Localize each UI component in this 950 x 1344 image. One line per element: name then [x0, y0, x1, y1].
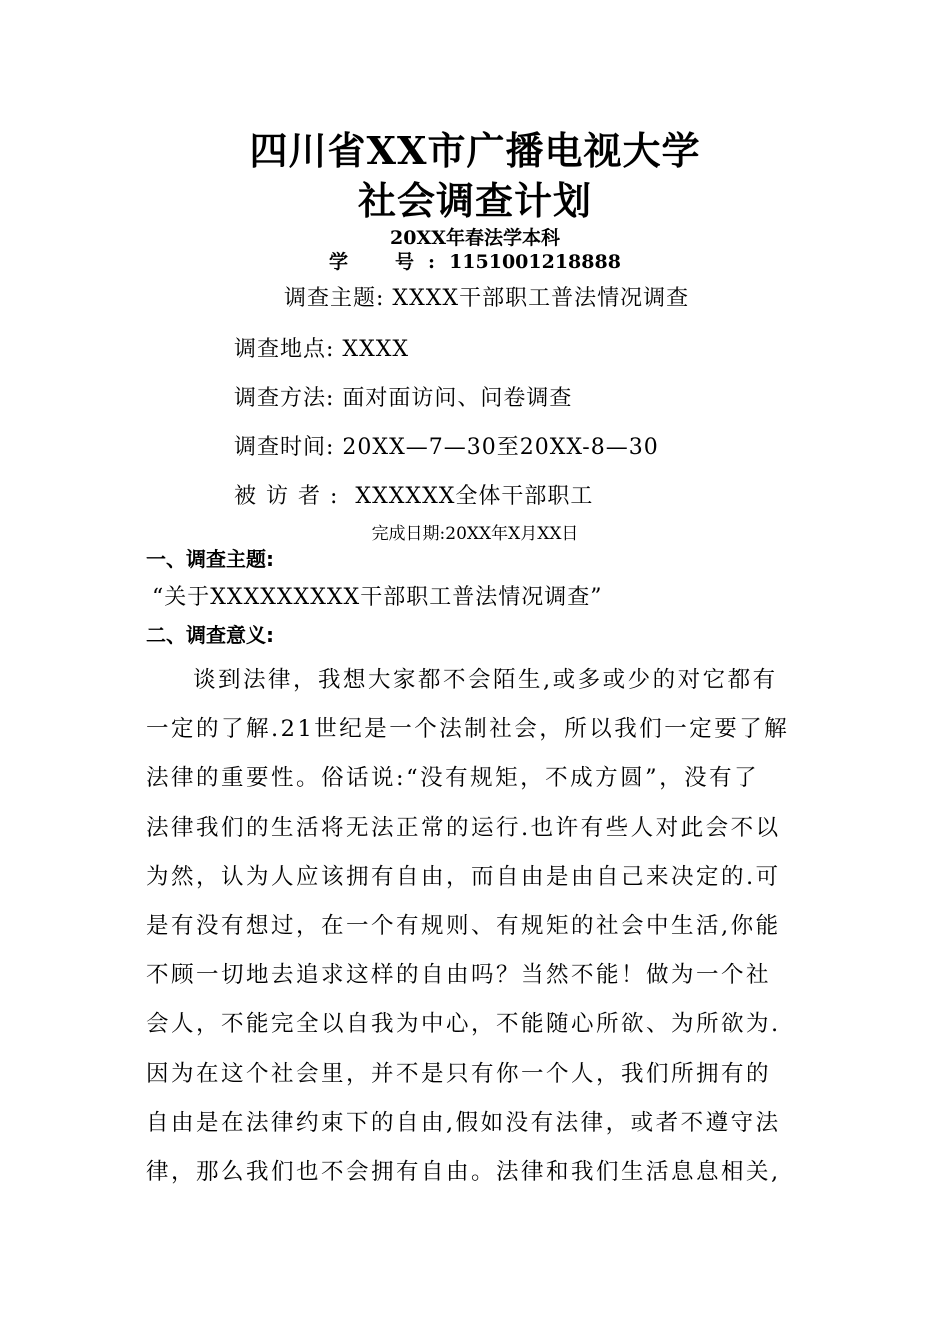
- survey-interviewee-row: [234, 482, 593, 512]
- student-id-label: 学 号:: [329, 251, 450, 273]
- survey-interviewee-value: XXXXXX全体干部职工: [355, 484, 594, 509]
- survey-method-value: 面对面访问、问卷调查: [342, 386, 573, 411]
- document-subtitle-plan: 社会调查计划: [357, 178, 592, 223]
- survey-method-label: 调查方法:: [234, 386, 335, 411]
- survey-place-value: XXXX: [342, 337, 410, 362]
- survey-place-label: 调查地点:: [234, 337, 335, 362]
- section1-heading: 一、调查主题:: [146, 547, 274, 571]
- student-id: [0, 250, 950, 274]
- document-title: 四川省XX市广播电视大学: [249, 128, 701, 173]
- paragraph-line: 自由是在法律约束下的自由,假如没有法律，或者不遵守法: [146, 1109, 781, 1136]
- paragraph-line: 谈到法律，我想大家都不会陌生,或多或少的对它都有: [193, 667, 778, 693]
- paragraph-line: 法律的重要性。俗话说:“没有规矩，不成方圆”，没有了: [146, 765, 760, 792]
- survey-time-row: [234, 433, 659, 463]
- section2-paragraph: [146, 656, 806, 1197]
- paragraph-line: 律，那么我们也不会拥有自由。法律和我们生活息息相关,: [146, 1159, 781, 1186]
- paragraph-line: 不顾一切地去追求这样的自由吗？当然不能！做为一个社: [146, 962, 772, 989]
- survey-method-row: [234, 384, 572, 414]
- completion-date: 完成日期:20XX年X月XX日: [371, 524, 579, 544]
- paragraph-line: 会人，不能完全以自我为中心，不能随心所欲、为所欲为.: [146, 1011, 781, 1038]
- paragraph-line: 一定的了解.21世纪是一个法制社会，所以我们一定要了解: [146, 716, 790, 743]
- survey-theme-value: XXXX干部职工普法情况调查: [392, 286, 690, 311]
- paragraph-line: 因为在这个社会里，并不是只有你一个人，我们所拥有的: [146, 1060, 772, 1087]
- survey-time-label: 调查时间:: [234, 435, 335, 460]
- survey-place-row: [234, 335, 409, 365]
- section1-quote: “关于XXXXXXXXX干部职工普法情况调查”: [152, 585, 603, 610]
- semester-program: 20XX年春法学本科: [390, 227, 560, 249]
- section2-heading: 二、调查意义:: [146, 623, 274, 647]
- survey-theme-row: [284, 284, 689, 314]
- paragraph-line: 是有没有想过，在一个有规则、有规矩的社会中生活,你能: [146, 913, 781, 940]
- student-id-value: 1151001218888: [449, 251, 621, 273]
- paragraph-line: 为然，认为人应该拥有自由，而自由是由自己来决定的.可: [146, 863, 781, 890]
- survey-interviewee-label: 被访者:: [234, 484, 348, 509]
- paragraph-line: 法律我们的生活将无法正常的运行.也许有些人对此会不以: [146, 814, 781, 841]
- survey-theme-label: 调查主题:: [284, 286, 385, 311]
- survey-time-value: 20XX—7—30至20XX-8—30: [342, 435, 659, 460]
